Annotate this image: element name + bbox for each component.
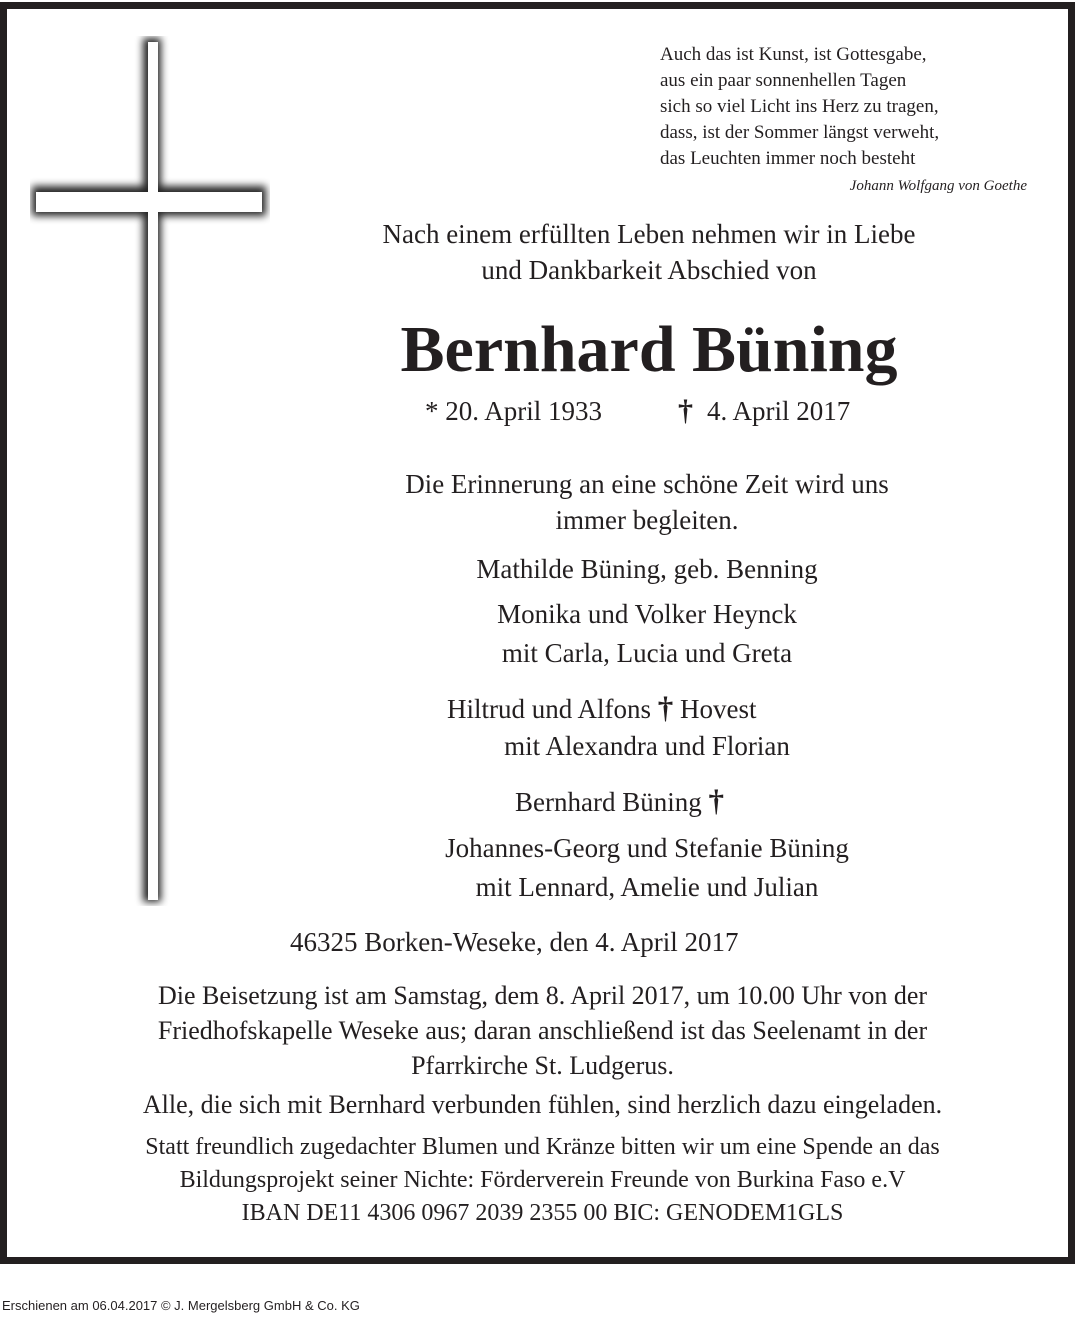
mourner-line — [515, 782, 724, 821]
mourner-line — [447, 689, 757, 728]
intro-line-1: Nach einem erfüllten Leben nehmen wir in Liebe — [382, 219, 916, 249]
memory-line-1: Die Erinnerung an eine schöne Zeit wird uns — [405, 469, 889, 499]
donation-line: Statt freundlich zugedachter Blumen und Kränze bitten wir um eine Spende an das — [145, 1134, 940, 1160]
place-date: 46325 Borken-Weseke, den 4. April 2017 — [290, 927, 739, 957]
mourner-name: Hiltrud und Alfons — [447, 694, 652, 724]
funeral-line: Alle, die sich mit Bernhard verbunden fühlen, sind herzlich dazu eingeladen. — [142, 1090, 943, 1119]
publication-footer: Erschienen am 06.04.2017 © J. Mergelsberg GmbH & Co. KG — [2, 1298, 360, 1313]
mourner-line: Mathilde Büning, geb. Benning — [476, 554, 818, 584]
mourner-line: Monika und Volker Heynck — [497, 599, 797, 629]
funeral-line: Die Beisetzung ist am Samstag, dem 8. April 2017, um 10.00 Uhr von der — [157, 981, 928, 1010]
deceased-cross-icon: † — [657, 690, 674, 725]
poem-line: aus ein paar sonnenhellen Tagen — [660, 70, 907, 91]
mourner-name: Bernhard Büning — [515, 787, 702, 817]
funeral-line: Friedhofskapelle Weseke aus; daran anschließend ist das Seelenamt in der — [157, 1016, 928, 1045]
poem-line: dass, ist der Sommer längst verweht, — [660, 122, 940, 143]
mourner-line: mit Lennard, Amelie und Julian — [475, 872, 819, 902]
donation-bank-details: IBAN DE11 4306 0967 2039 2355 00 BIC: GENODEM1GLS — [241, 1200, 844, 1226]
mourner-line: mit Carla, Lucia und Greta — [501, 638, 793, 668]
intro-line-2: und Dankbarkeit Abschied von — [481, 255, 817, 285]
mourner-line: mit Alexandra und Florian — [504, 731, 790, 761]
donation-line: Bildungsprojekt seiner Nichte: Förderverein Freunde von Burkina Faso e.V — [179, 1167, 906, 1193]
mourner-surname: Hovest — [680, 694, 757, 724]
deceased-name: Bernhard Büning — [400, 313, 898, 386]
birth-date: * 20. April 1933 — [425, 396, 603, 426]
poem-line: Auch das ist Kunst, ist Gottesgabe, — [660, 44, 927, 65]
deceased-cross-icon: † — [708, 783, 724, 818]
mourner-line: Johannes-Georg und Stefanie Büning — [445, 833, 849, 863]
death-date: 4. April 2017 — [707, 396, 851, 426]
death-cross-icon: † — [678, 394, 693, 427]
memory-line-2: immer begleiten. — [555, 505, 739, 535]
poem-line: das Leuchten immer noch besteht — [660, 148, 916, 169]
poem-author: Johann Wolfgang von Goethe — [849, 178, 1027, 194]
funeral-line: Pfarrkirche St. Ludgerus. — [411, 1051, 674, 1080]
poem-line: sich so viel Licht ins Herz zu tragen, — [660, 96, 939, 117]
